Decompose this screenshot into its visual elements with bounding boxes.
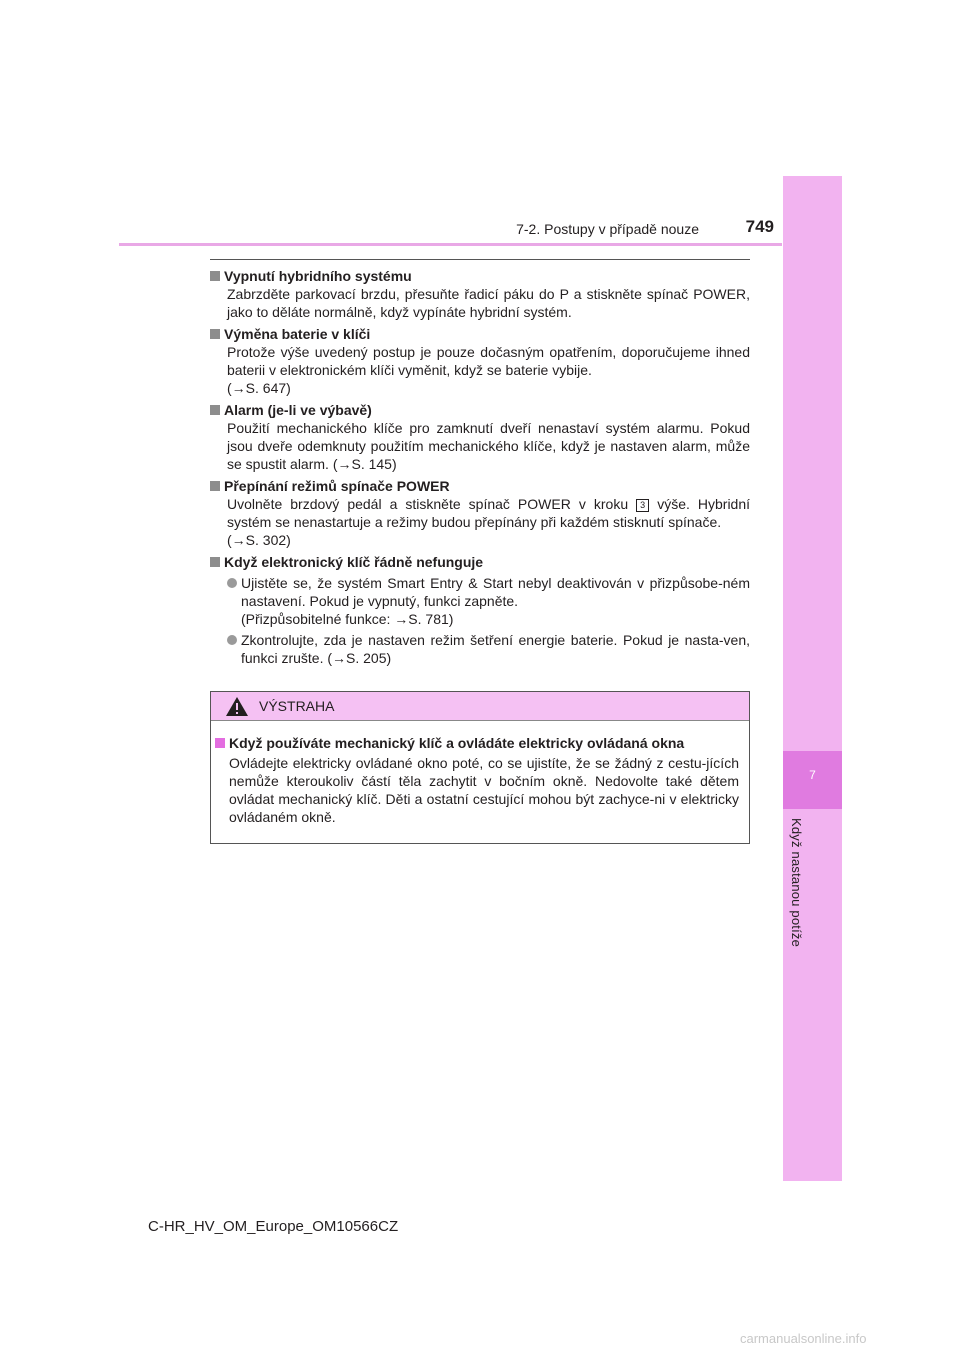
warning-text: Ovládejte elektricky ovládané okno poté, co se ujistíte, že se žádný z cestu-jících nemůže kteroukoliv částí těla zachytit v bočním okně. Nedovolte také dětem ovládat mechanický klíč. Děti a ostatní cestující mohou být zachyce-ni v elektricky ovládaném okně. [229, 755, 739, 825]
step-number-badge: 3 [636, 499, 649, 512]
item-title [210, 401, 750, 419]
item-alarm [210, 401, 750, 473]
bullet-body: Ujistěte se, že systém Smart Entry & Start nebyl deaktivován v přizpůsobe-ném nastavení. Pokud je vypnutý, funkci zapněte. [241, 575, 750, 609]
square-bullet-icon [215, 738, 225, 748]
item-title-text: Vypnutí hybridního systému [224, 268, 412, 284]
side-tab [783, 176, 842, 1181]
square-bullet-icon [210, 557, 220, 567]
item-title-text: Alarm (je-li ve výbavě) [224, 402, 372, 418]
list-item [227, 631, 750, 667]
item-text: Zabrzděte parkovací brzdu, přesuňte řadicí páku do P a stiskněte spínač POWER, jako to děláte normálně, když vypínáte hybridní systém. [227, 286, 750, 320]
item-title-text: Když elektronický klíč řádně nefunguje [224, 554, 484, 570]
warning-title [215, 734, 739, 752]
header-divider [119, 243, 782, 246]
item-text: Použití mechanického klíče pro zamknutí dveří nenastaví systém alarmu. Pokud jsou dveře odemknuty použitím mechanického klíče, když je nastaven alarm, může se spustit alarm. (→S. 145) [227, 420, 750, 472]
warning-label: VÝSTRAHA [259, 698, 335, 714]
item-title [210, 553, 750, 571]
warning-title-text: Když používáte mechanický klíč a ovládáte elektricky ovládaná okna [229, 735, 685, 751]
square-bullet-icon [210, 329, 220, 339]
bullet-body: Zkontrolujte, zda je nastaven režim šetření energie baterie. Pokud je nasta-ven, funkci zrušte. (→S. 205) [241, 632, 750, 666]
square-bullet-icon [210, 405, 220, 415]
item-title-text: Přepínání režimů spínače POWER [224, 478, 450, 494]
warning-box [210, 691, 750, 844]
footer-manual-code: C-HR_HV_OM_Europe_OM10566CZ [148, 1218, 399, 1235]
circle-bullet-icon [227, 635, 237, 645]
warning-body [211, 721, 749, 826]
page-number: 749 [745, 217, 774, 236]
square-bullet-icon [210, 481, 220, 491]
item-title-text: Výměna baterie v klíči [224, 326, 371, 342]
item-text: Protože výše uvedený postup je pouze dočasným opatřením, doporučujeme ihned baterii v elektronickém klíči vyměnit, když se baterie vybije. [227, 344, 750, 378]
item-text-before: Uvolněte brzdový pedál a stiskněte spínač POWER v kroku [227, 496, 629, 512]
header-section-title: 7-2. Postupy v případě nouze [516, 221, 699, 237]
page-reference-link[interactable]: (→S. 647) [227, 380, 291, 396]
item-body [210, 285, 750, 321]
content [210, 267, 750, 671]
item-power-off [210, 267, 750, 321]
warning-header [211, 692, 749, 721]
item-battery-replace [210, 325, 750, 397]
side-tab-chapter-number: 7 [809, 768, 816, 782]
square-bullet-icon [210, 271, 220, 281]
page-reference-link[interactable]: (Přizpůsobitelné funkce: →S. 781) [241, 611, 454, 627]
item-title [210, 267, 750, 285]
item-title [210, 325, 750, 343]
page-reference-link[interactable]: (→S. 302) [227, 532, 291, 548]
bullet-text [241, 631, 750, 667]
item-body [210, 574, 750, 667]
item-body [210, 343, 750, 397]
item-title [210, 477, 750, 495]
item-body [210, 495, 750, 549]
side-tab-chapter-title: Když nastanou potíže [789, 818, 804, 948]
list-item [227, 574, 750, 628]
circle-bullet-icon [227, 578, 237, 588]
item-power-modes [210, 477, 750, 549]
item-key-not-working [210, 553, 750, 667]
warning-triangle-icon [225, 696, 249, 717]
item-body [210, 419, 750, 473]
item-text-after: výše. Hybridní systém se nenastartuje a režimy budou přepínány při každém stisknutí spínače. [227, 496, 751, 530]
bullet-text [241, 574, 750, 628]
watermark: carmanualsonline.info [740, 1331, 867, 1346]
content-top-divider [210, 259, 750, 260]
item-text [227, 495, 750, 531]
